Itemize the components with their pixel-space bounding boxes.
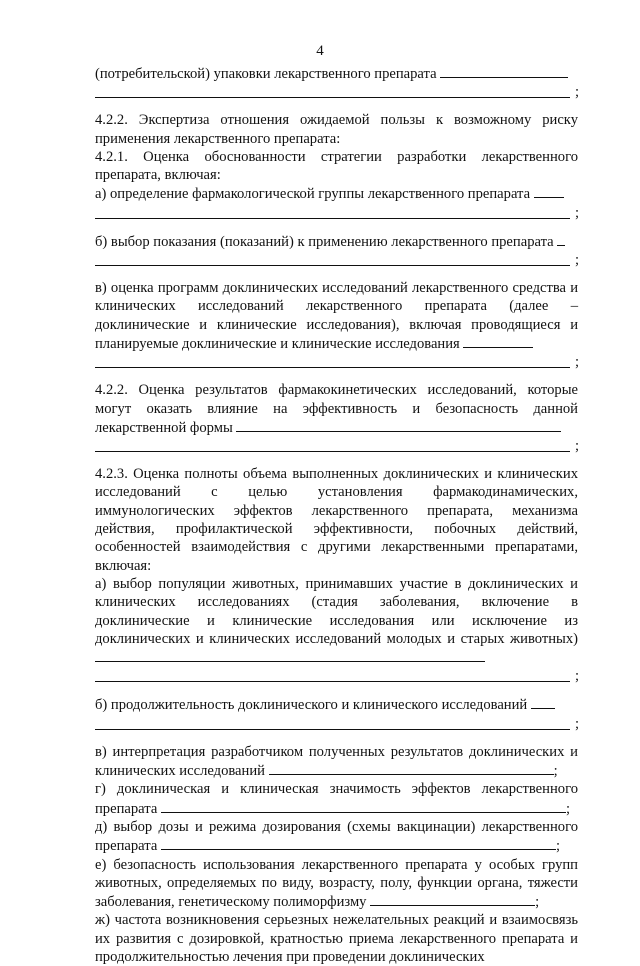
fill-line[interactable]: [370, 892, 535, 906]
item-v-interpretation: [95, 743, 578, 781]
item-g-significance: [95, 780, 578, 818]
semicolon: ;: [574, 668, 579, 685]
item-a-pharmacological-group: [95, 184, 578, 203]
fill-line[interactable]: [534, 184, 564, 198]
fill-line[interactable]: [95, 83, 579, 101]
item-d-dosing: [95, 818, 578, 856]
item-zh-adverse-reactions: ж) частота возникновения серьезных нежелательных реакций и взаимосвязь их развития с дозировкой, кратностью приема лекарственного препарата и продолжительностью лечения при проведении доклинических: [95, 912, 578, 965]
semicolon: ;: [574, 84, 579, 101]
fill-line[interactable]: [463, 334, 533, 348]
item-text: а) выбор популяции животных, принимавших участие в доклинических и клинических исследованиях (стадия заболевания, включение в доклинические и клинические исследования или исключение из доклинических и клинических исследований молодых и старых животных): [95, 575, 578, 647]
section-4-2-heading: 4.2.2. Экспертиза отношения ожидаемой пользы к возможному риску применения лекарственного препарата:: [95, 112, 578, 147]
item-b-indications: [95, 232, 578, 251]
fill-line[interactable]: [236, 418, 561, 432]
fill-line[interactable]: [557, 232, 565, 246]
semicolon: ;: [574, 715, 579, 732]
fill-line[interactable]: [95, 648, 485, 662]
semicolon: ;: [574, 438, 579, 455]
semicolon: ;: [553, 763, 558, 780]
semicolon: ;: [565, 800, 571, 817]
item-text: д) выбор дозы и режима дозирования (схемы вакцинации) лекарственного препарата: [95, 818, 578, 855]
item-e-safety: [95, 856, 578, 912]
fill-line[interactable]: [269, 761, 554, 775]
item-text: в) оценка программ доклинических исследований лекарственного средства и клинических исследований лекарственного препарата (далее – доклинические и клинические исследования), включая проводящиеся и планируемые доклинические и клинические исследования: [95, 280, 578, 352]
fill-line[interactable]: [95, 353, 579, 371]
fill-line[interactable]: [95, 437, 579, 455]
fill-line[interactable]: [161, 836, 556, 850]
fill-line[interactable]: [95, 667, 579, 685]
page-number: 4: [316, 43, 324, 59]
fill-line[interactable]: [440, 64, 568, 78]
document-body: [95, 64, 578, 966]
item-text: г) доклиническая и клиническая значимость эффектов лекарственного препарата: [95, 781, 578, 817]
item-text: б) продолжительность доклинического и клинического исследований: [95, 697, 528, 714]
section-4-2-3: 4.2.3. Оценка полноты объема выполненных доклинических и клинических исследований с целью установления фармакодинамических, иммунологических эффектов лекарственного препарата, механизма действия, профилактической эффективности, побочных действий, особенностей взаимодействия с другими лекарственными препаратами, включая:: [95, 466, 578, 574]
semicolon: ;: [535, 894, 540, 911]
fill-line[interactable]: [95, 715, 579, 732]
intro-line: [95, 64, 578, 83]
fill-line[interactable]: [95, 204, 579, 221]
semicolon: ;: [574, 252, 579, 269]
intro-text: (потребительской) упаковки лекарственного препарата: [95, 66, 437, 82]
item-text: 4.2.2. Оценка результатов фармакокинетических исследований, которые могут оказать влияние на эффективность и безопасность данной лекарственной формы: [95, 382, 578, 436]
item-v-research-programs: [95, 279, 578, 353]
item-text: а) определение фармакологической группы лекарственного препарата: [95, 186, 531, 203]
item-text: в) интерпретация разработчиком полученных результатов доклинических и клинических исследований: [95, 743, 578, 780]
semicolon: ;: [555, 838, 561, 855]
semicolon: ;: [574, 354, 579, 371]
section-4-2-1: 4.2.1. Оценка обоснованности стратегии разработки лекарственного препарата, включая:: [95, 148, 578, 184]
item-text: б) выбор показания (показаний) к применению лекарственного препарата: [95, 233, 554, 250]
fill-line[interactable]: [531, 695, 555, 709]
item-b-duration: [95, 695, 578, 714]
item-text: е) безопасность использования лекарственного препарата у особых групп животных, определяемых по виду, возрасту, полу, функции органа, тяжести заболевания, генетическому полиморфизму: [95, 856, 578, 911]
semicolon: ;: [574, 204, 579, 221]
fill-line[interactable]: [161, 799, 566, 813]
item-a-animal-population: [95, 575, 578, 667]
section-4-2-2: [95, 381, 578, 437]
fill-line[interactable]: [95, 251, 579, 269]
